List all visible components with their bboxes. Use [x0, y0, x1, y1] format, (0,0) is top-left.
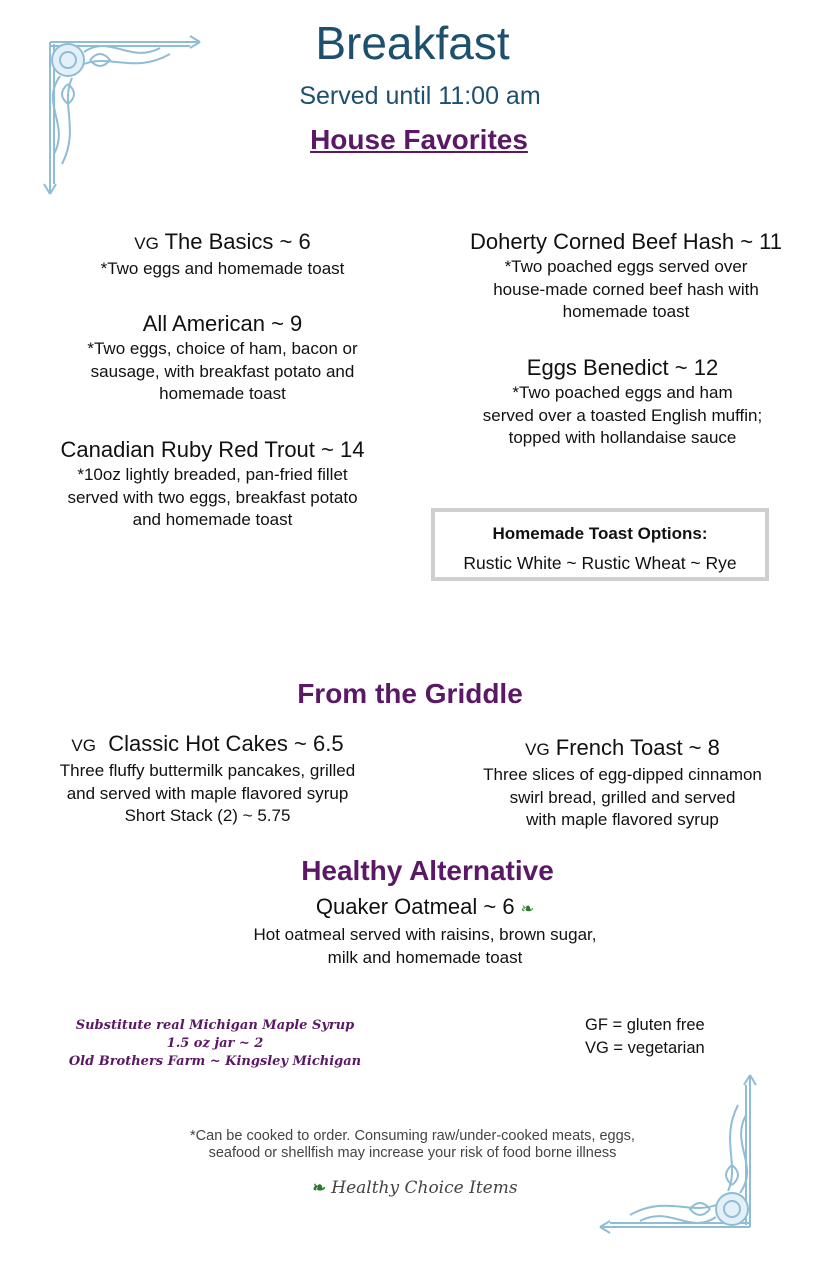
item-description: milk and homemade toast — [327, 947, 523, 967]
item-description: topped with hollandaise sauce — [508, 428, 737, 447]
item-description: swirl bread, grilled and served — [509, 787, 736, 807]
leaf-swirl-icon: ❧ — [312, 1178, 326, 1197]
disclaimer-line: seafood or shellfish may increase your risk of food borne illness — [208, 1145, 617, 1161]
section-heading-house-favorites: House Favorites — [310, 124, 528, 155]
item-name: All American ~ 9 — [142, 311, 303, 336]
item-description: served with two eggs, breakfast potato — [67, 487, 358, 507]
item-name: French Toast ~ 8 — [555, 735, 720, 760]
menu-item-basics — [40, 228, 405, 281]
menu-item-corned-beef-hash — [440, 228, 812, 324]
menu-item-all-american — [40, 310, 405, 406]
menu-item-french-toast — [440, 734, 805, 832]
item-description: Hot oatmeal served with raisins, brown sugar, — [253, 925, 597, 944]
healthy-choice-label: Healthy Choice Items — [331, 1178, 518, 1198]
item-description: homemade toast — [562, 302, 690, 321]
item-description: *Two poached eggs served over — [504, 257, 748, 276]
page-subtitle: Served until 11:00 am — [299, 82, 541, 110]
item-description: *10oz lightly breaded, pan-fried fillet — [77, 465, 348, 484]
maple-note-line: Old Brothers Farm ~ Kingsley Michigan — [68, 1054, 362, 1069]
maple-note-line: Substitute real Michigan Maple Syrup — [75, 1018, 355, 1033]
legend-vegetarian: VG = vegetarian — [585, 1039, 705, 1057]
item-description: homemade toast — [159, 384, 286, 403]
item-description: *Two eggs, choice of ham, bacon or — [87, 339, 358, 358]
section-heading-healthy: Healthy Alternative — [301, 855, 554, 886]
item-description: and served with maple flavored syrup — [66, 783, 349, 803]
healthy-choice-legend — [300, 1178, 530, 1198]
maple-syrup-note — [60, 1017, 370, 1071]
leaf-swirl-icon: ❧ — [520, 901, 535, 918]
disclaimer-line: *Can be cooked to order. Consuming raw/under-cooked meats, eggs, — [190, 1128, 635, 1144]
item-name: Classic Hot Cakes ~ 6.5 — [108, 731, 344, 756]
vegetarian-tag: VG — [525, 740, 550, 759]
menu-item-eggs-benedict — [440, 354, 805, 450]
item-name: Doherty Corned Beef Hash ~ 11 — [469, 229, 783, 254]
item-name: Eggs Benedict ~ 12 — [526, 355, 719, 380]
legend-gluten-free: GF = gluten free — [585, 1016, 705, 1034]
vegetarian-tag: VG — [71, 736, 96, 755]
item-description: sausage, with breakfast potato and — [90, 361, 355, 381]
item-description: Three slices of egg-dipped cinnamon — [483, 765, 762, 784]
menu-item-trout — [40, 436, 385, 532]
item-name: Canadian Ruby Red Trout ~ 14 — [60, 437, 365, 462]
toast-options-title: Homemade Toast Options: — [492, 524, 708, 543]
item-name: Quaker Oatmeal ~ 6 — [315, 894, 515, 919]
item-description: Short Stack (2) ~ 5.75 — [124, 806, 291, 825]
menu-item-hot-cakes — [30, 730, 385, 828]
item-name: The Basics ~ 6 — [164, 229, 311, 254]
maple-note-line: 1.5 oz jar ~ 2 — [166, 1036, 264, 1051]
vegetarian-tag: VG — [134, 234, 159, 253]
food-safety-disclaimer — [100, 1128, 725, 1162]
item-description: served over a toasted English muffin; — [482, 405, 763, 425]
item-description: *Two eggs and homemade toast — [100, 259, 345, 278]
item-description: house-made corned beef hash with — [493, 279, 759, 299]
item-description: *Two poached eggs and ham — [512, 383, 733, 402]
menu-item-oatmeal — [220, 893, 630, 969]
item-description: and homemade toast — [132, 510, 293, 529]
item-description: Three fluffy buttermilk pancakes, grilled — [59, 761, 356, 780]
item-description: with maple flavored syrup — [526, 810, 719, 829]
page-title: Breakfast — [315, 17, 510, 69]
toast-options-box — [431, 508, 769, 581]
dietary-legend — [585, 1014, 705, 1060]
toast-options-list: Rustic White ~ Rustic Wheat ~ Rye — [463, 553, 737, 573]
section-heading-griddle: From the Griddle — [297, 678, 523, 709]
